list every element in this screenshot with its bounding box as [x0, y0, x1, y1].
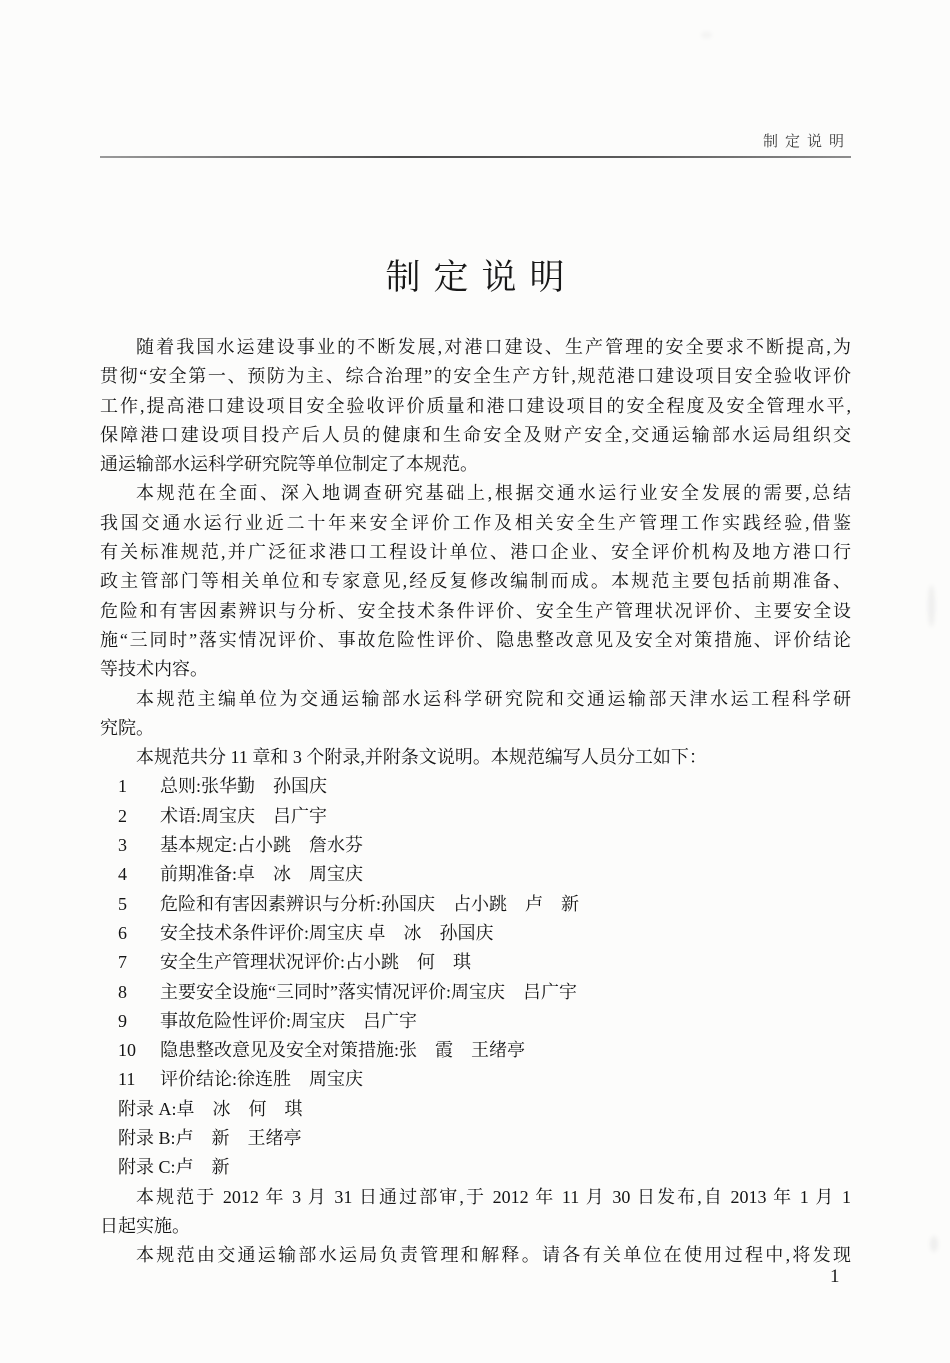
contributor-item [100, 860, 851, 889]
text-line: 等技术内容。 [100, 659, 208, 680]
contributor-item [100, 978, 851, 1007]
item-number: 2 [118, 805, 127, 826]
paragraph-structure [100, 743, 851, 772]
text-line: 本规范主编单位为交通运输部水运科学研究院和交通运输部天津水运工程科学研 [136, 688, 851, 709]
item-text: 基本规定:占小跳 詹水芬 [160, 835, 363, 856]
item-text: 附录 C:卢 新 [118, 1157, 230, 1178]
item-number: 9 [118, 1010, 127, 1031]
scan-artifact [930, 1236, 938, 1252]
item-number: 10 [118, 1040, 136, 1061]
item-text: 隐患整改意见及安全对策措施:张 霞 王绪亭 [160, 1040, 525, 1061]
text-line: 本规范在全面、深入地调查研究基础上,根据交通水运行业安全发展的需要,总结 [136, 483, 851, 504]
contributor-item [100, 802, 851, 831]
page-number: 1 [830, 1266, 840, 1287]
item-number: 8 [118, 981, 127, 1002]
text-line: 本规范由交通运输部水运局负责管理和解释。请各有关单位在使用过程中,将发现 [136, 1245, 851, 1266]
contributor-item [100, 1153, 851, 1182]
scan-artifact [701, 32, 712, 38]
paragraph-intro [100, 333, 851, 479]
item-number: 1 [118, 776, 127, 797]
text-line: 保障港口建设项目投产后人员的健康和生命安全及财产安全,交通运输部水运局组织交 [100, 424, 851, 445]
contributor-item [100, 831, 851, 860]
contributor-item [100, 1036, 851, 1065]
item-number: 5 [118, 893, 127, 914]
text-line: 本规范共分 11 章和 3 个附录,并附条文说明。本规范编写人员分工如下： [136, 747, 707, 768]
item-text: 危险和有害因素辨识与分析:孙国庆 占小跳 卢 新 [160, 893, 579, 914]
page-title: 制定说明 [385, 258, 578, 297]
running-head: 制定说明 [762, 134, 851, 150]
paragraph-editors [100, 685, 851, 744]
contributor-item [100, 919, 851, 948]
item-text: 附录 B:卢 新 王绪亭 [118, 1128, 302, 1149]
item-number: 11 [118, 1069, 136, 1090]
contributor-item [100, 772, 851, 801]
document-body [100, 333, 851, 1271]
paragraph-scope [100, 479, 851, 684]
scan-artifact [928, 585, 935, 627]
text-line: 本规范于 2012 年 3 月 31 日通过部审,于 2012 年 11 月 30 日发布,自 2013 年 1 月 1 [136, 1186, 851, 1207]
text-line: 我国交通水运行业近二十年来安全评价工作及相关安全生产管理工作实践经验,借鉴 [100, 512, 851, 533]
item-text: 前期准备:卓 冰 周宝庆 [160, 864, 363, 885]
contributor-item [100, 1065, 851, 1094]
text-line: 工作,提高港口建设项目安全验收评价质量和港口建设项目的安全程度及安全管理水平, [100, 395, 851, 416]
item-text: 主要安全设施“三同时”落实情况评价:周宝庆 吕广宇 [160, 981, 577, 1002]
item-text: 术语:周宝庆 吕广宇 [160, 805, 328, 826]
item-number: 7 [118, 952, 127, 973]
item-text: 安全技术条件评价:周宝庆 卓 冰 孙国庆 [160, 922, 494, 943]
contributor-list [100, 772, 851, 1182]
text-line: 施“三同时”落实情况评价、事故危险性评价、隐患整改意见及安全对策措施、评价结论 [100, 629, 851, 650]
item-text: 安全生产管理状况评价:占小跳 何 琪 [160, 952, 471, 973]
paragraph-management [100, 1241, 851, 1270]
item-text: 事故危险性评价:周宝庆 吕广宇 [160, 1010, 417, 1031]
text-line: 有关标准规范,并广泛征求港口工程设计单位、港口企业、安全评价机构及地方港口行 [100, 542, 851, 563]
item-number: 6 [118, 922, 127, 943]
text-line: 危险和有害因素辨识与分析、安全技术条件评价、安全生产管理状况评价、主要安全设 [100, 600, 851, 621]
text-line: 贯彻“安全第一、预防为主、综合治理”的安全生产方针,规范港口建设项目安全验收评价 [100, 366, 851, 387]
text-line: 随着我国水运建设事业的不断发展,对港口建设、生产管理的安全要求不断提高,为 [136, 337, 851, 357]
text-line: 政主管部门等相关单位和专家意见,经反复修改编制而成。本规范主要包括前期准备、 [100, 571, 851, 592]
contributor-item [100, 1124, 851, 1153]
item-text: 附录 A:卓 冰 何 琪 [118, 1098, 303, 1119]
text-line: 究院。 [100, 717, 154, 738]
contributor-item [100, 1007, 851, 1036]
item-text: 总则:张华勤 孙国庆 [160, 776, 328, 797]
header-rule [100, 156, 851, 158]
contributor-item [100, 1095, 851, 1124]
contributor-item [100, 890, 851, 919]
item-number: 4 [118, 864, 127, 885]
item-number: 3 [118, 835, 127, 856]
text-line: 日起实施。 [100, 1215, 190, 1236]
item-text: 评价结论:徐连胜 周宝庆 [160, 1069, 363, 1090]
contributor-item [100, 948, 851, 977]
paragraph-dates [100, 1183, 851, 1242]
text-line: 通运输部水运科学研究院等单位制定了本规范。 [100, 454, 478, 475]
